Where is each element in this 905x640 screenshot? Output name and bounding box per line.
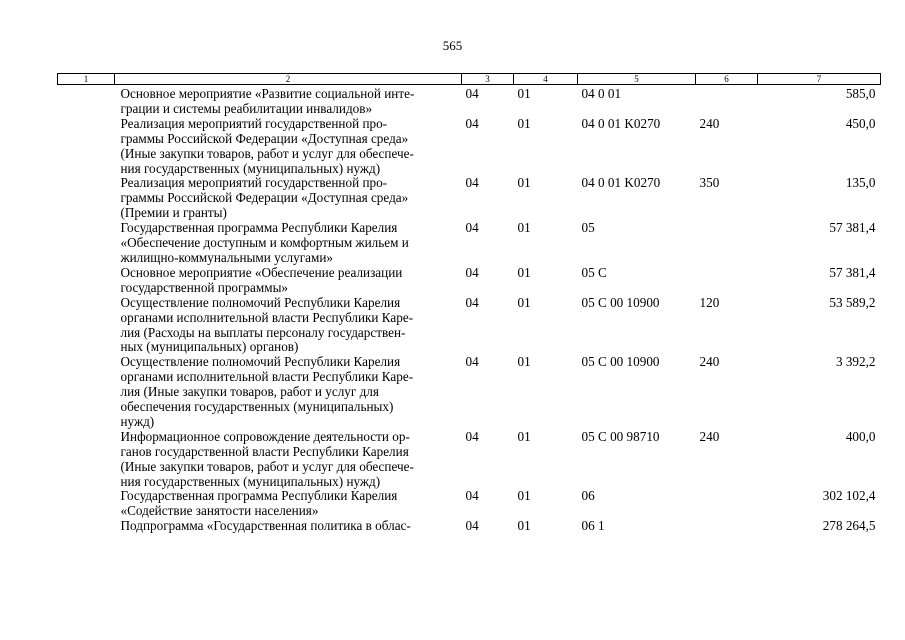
budget-table xyxy=(57,73,881,534)
cell-name xyxy=(115,519,462,534)
table-row xyxy=(58,489,881,519)
cell-target-article: 05 xyxy=(581,220,595,236)
name-line: Информационное сопровождение деятельности ор- xyxy=(120,428,410,444)
cell-col1 xyxy=(58,221,115,266)
table-row xyxy=(58,519,881,534)
name-line: обеспечения государственных (муниципальных) xyxy=(120,399,394,415)
cell-col1 xyxy=(58,266,115,296)
cell-expense-type: 240 xyxy=(699,115,720,131)
cell-amount: 57 381,4 xyxy=(829,264,876,280)
cell-amount: 278 264,5 xyxy=(822,518,876,534)
column-number-header xyxy=(58,74,881,85)
table-row xyxy=(58,266,881,296)
cell-subsection: 01 xyxy=(517,428,531,444)
cell-amount: 3 392,2 xyxy=(835,354,876,370)
header-cell-3: 3 xyxy=(462,74,514,85)
name-line: органами исполнительной власти Республики Каре- xyxy=(120,369,414,385)
header-cell-6: 6 xyxy=(696,74,758,85)
cell-col1 xyxy=(58,355,115,430)
table-row xyxy=(58,355,881,430)
cell-expense-type xyxy=(696,519,758,534)
name-line: Реализация мероприятий государственной про- xyxy=(120,175,388,191)
name-line: Основное мероприятие «Обеспечение реализации xyxy=(120,264,403,280)
cell-amount: 585,0 xyxy=(845,86,876,101)
cell-section: 04 xyxy=(465,264,479,280)
cell-expense-type: 350 xyxy=(699,175,720,191)
header-row xyxy=(58,74,881,85)
cell-subsection: 01 xyxy=(517,488,531,504)
cell-expense-type xyxy=(696,221,758,266)
cell-name xyxy=(115,117,462,177)
cell-col1 xyxy=(58,430,115,490)
table-body xyxy=(58,85,881,535)
cell-name xyxy=(115,355,462,430)
table-row xyxy=(58,221,881,266)
table-row xyxy=(58,117,881,177)
cell-name xyxy=(115,85,462,117)
cell-col1 xyxy=(58,519,115,534)
cell-name xyxy=(115,266,462,296)
table-row xyxy=(58,85,881,117)
page-number: 565 xyxy=(442,38,463,53)
cell-target-article: 04 0 01 xyxy=(581,86,622,101)
cell-name xyxy=(115,221,462,266)
name-line: Осуществление полномочий Республики Карелия xyxy=(120,294,401,310)
cell-amount: 400,0 xyxy=(845,428,876,444)
cell-col1 xyxy=(58,489,115,519)
cell-target-article: 05 С 00 10900 xyxy=(581,294,660,310)
cell-expense-type: 120 xyxy=(699,294,720,310)
cell-name xyxy=(115,296,462,356)
cell-subsection: 01 xyxy=(517,264,531,280)
cell-section: 04 xyxy=(465,518,479,534)
cell-section: 04 xyxy=(465,488,479,504)
name-line: граммы Российской Федерации «Доступная среда» xyxy=(120,190,409,206)
name-line: жилищно-коммунальными услугами» xyxy=(120,249,333,265)
cell-section: 04 xyxy=(465,86,479,101)
name-line: ных (муниципальных) органов) xyxy=(120,339,299,355)
name-line: нужд) xyxy=(120,413,155,429)
header-cell-4: 4 xyxy=(514,74,578,85)
name-line: (Иные закупки товаров, работ и услуг для обеспече- xyxy=(120,458,414,474)
table-row xyxy=(58,430,881,490)
name-line: Подпрограмма «Государственная политика в облас- xyxy=(120,518,411,534)
cell-section: 04 xyxy=(465,294,479,310)
cell-target-article: 06 xyxy=(581,488,595,504)
name-line: ганов государственной власти Республики Карелия xyxy=(120,443,409,459)
cell-subsection: 01 xyxy=(517,86,531,101)
name-line: Осуществление полномочий Республики Карелия xyxy=(120,354,401,370)
cell-subsection: 01 xyxy=(517,294,531,310)
name-line: грации и системы реабилитации инвалидов» xyxy=(120,100,373,116)
cell-subsection: 01 xyxy=(517,354,531,370)
cell-expense-type: 240 xyxy=(699,428,720,444)
name-line: ния государственных (муниципальных) нужд) xyxy=(120,473,381,489)
cell-name xyxy=(115,489,462,519)
cell-subsection: 01 xyxy=(517,518,531,534)
name-line: ния государственных (муниципальных) нужд) xyxy=(120,160,381,176)
cell-target-article: 05 С 00 98710 xyxy=(581,428,660,444)
cell-target-article: 04 0 01 K0270 xyxy=(581,115,661,131)
cell-name xyxy=(115,430,462,490)
cell-col1 xyxy=(58,296,115,356)
cell-section: 04 xyxy=(465,428,479,444)
cell-section: 04 xyxy=(465,175,479,191)
header-cell-1: 1 xyxy=(58,74,115,85)
cell-col1 xyxy=(58,176,115,221)
name-line: Реализация мероприятий государственной про- xyxy=(120,115,388,131)
cell-col1 xyxy=(58,117,115,177)
cell-section: 04 xyxy=(465,115,479,131)
cell-section: 04 xyxy=(465,220,479,236)
cell-target-article: 05 С 00 10900 xyxy=(581,354,660,370)
header-cell-5: 5 xyxy=(578,74,696,85)
name-line: граммы Российской Федерации «Доступная среда» xyxy=(120,130,409,146)
cell-amount: 135,0 xyxy=(845,175,876,191)
name-line: государственной программы» xyxy=(120,279,289,295)
cell-subsection: 01 xyxy=(517,115,531,131)
name-line: Основное мероприятие «Развитие социальной инте- xyxy=(120,86,415,101)
name-line: (Премии и гранты) xyxy=(120,205,227,221)
cell-col1 xyxy=(58,85,115,117)
name-line: лия (Иные закупки товаров, работ и услуг для xyxy=(120,384,379,400)
cell-section: 04 xyxy=(465,354,479,370)
table-row xyxy=(58,296,881,356)
name-line: «Содействие занятости населения» xyxy=(120,503,319,519)
table-row xyxy=(58,176,881,221)
header-cell-2: 2 xyxy=(115,74,462,85)
name-line: (Иные закупки товаров, работ и услуг для обеспече- xyxy=(120,145,414,161)
cell-expense-type xyxy=(696,266,758,296)
name-line: Государственная программа Республики Карелия xyxy=(120,220,398,236)
header-cell-7: 7 xyxy=(758,74,881,85)
name-line: органами исполнительной власти Республики Каре- xyxy=(120,309,414,325)
cell-amount: 302 102,4 xyxy=(822,488,876,504)
cell-expense-type xyxy=(696,85,758,117)
name-line: лия (Расходы на выплаты персоналу государствен- xyxy=(120,324,406,340)
name-line: Государственная программа Республики Карелия xyxy=(120,488,398,504)
cell-amount: 53 589,2 xyxy=(829,294,876,310)
name-line: «Обеспечение доступным и комфортным жильем и xyxy=(120,235,409,251)
cell-expense-type: 240 xyxy=(699,354,720,370)
cell-name xyxy=(115,176,462,221)
cell-target-article: 06 1 xyxy=(581,518,605,534)
cell-amount: 450,0 xyxy=(845,115,876,131)
cell-target-article: 05 С xyxy=(581,264,607,280)
cell-subsection: 01 xyxy=(517,220,531,236)
cell-amount: 57 381,4 xyxy=(829,220,876,236)
cell-target-article: 04 0 01 K0270 xyxy=(581,175,661,191)
cell-subsection: 01 xyxy=(517,175,531,191)
cell-expense-type xyxy=(696,489,758,519)
